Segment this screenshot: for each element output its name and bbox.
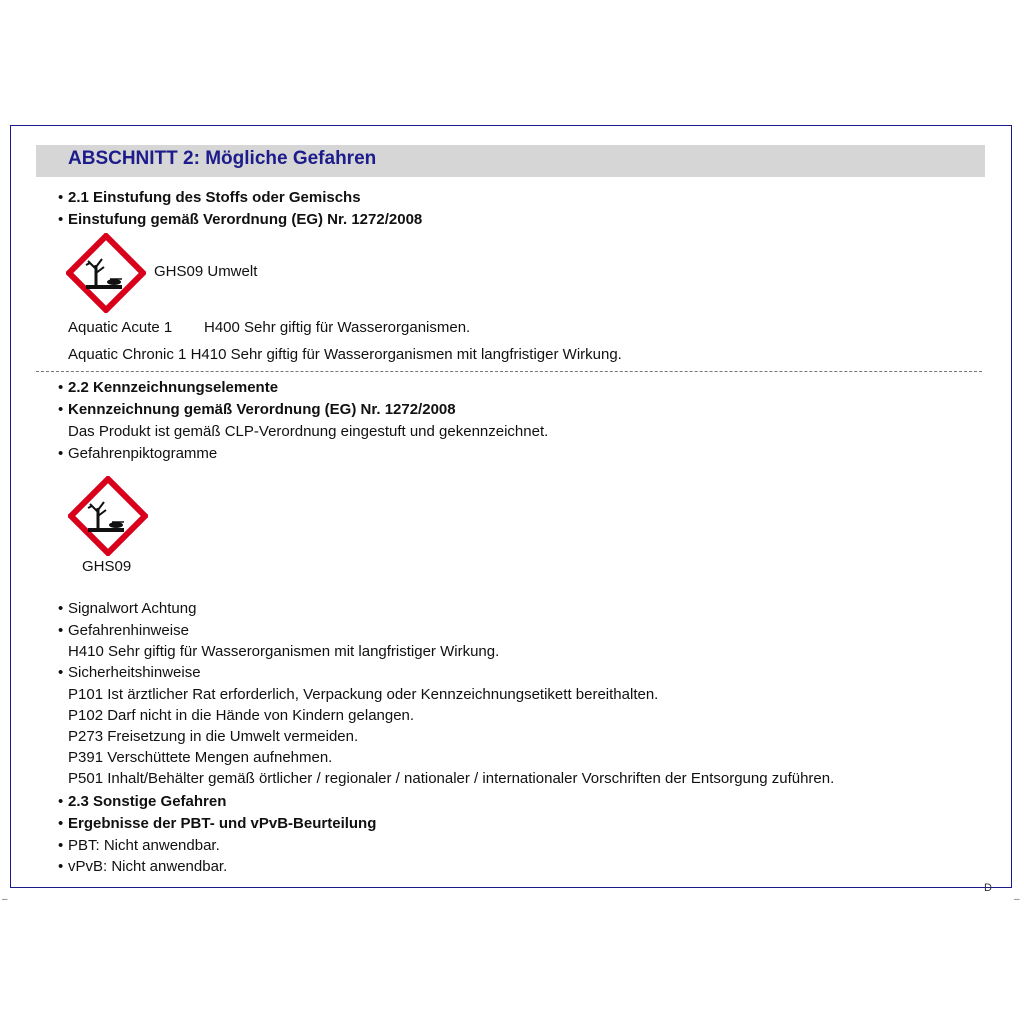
section-divider (36, 371, 982, 372)
margin-mark: – (1014, 894, 1020, 905)
classification-class-2: Aquatic Chronic 1 H410 Sehr giftig für Wasserorganismen mit langfristiger Wirkung. (68, 346, 622, 363)
bullet: • (58, 445, 64, 462)
classification-class-1-text: H400 Sehr giftig für Wasserorganismen. (204, 319, 471, 336)
ghs09-environment-icon (68, 476, 148, 556)
bullet: • (58, 793, 64, 810)
bullet: • (58, 600, 64, 617)
margin-mark: – (2, 894, 8, 905)
pbt-assessment-heading: Ergebnisse der PBT- und vPvB-Beurteilung (68, 815, 377, 832)
signal-word: Signalwort Achtung (68, 600, 197, 617)
clp-statement: Das Produkt ist gemäß CLP-Verordnung eingestuft und gekennzeichnet. (68, 423, 549, 440)
bullet: • (58, 401, 64, 418)
pictogram-caption-ghs09: GHS09 (82, 558, 132, 575)
heading-2-2: 2.2 Kennzeichnungselemente (68, 379, 279, 396)
classification-regulation: Einstufung gemäß Verordnung (EG) Nr. 1272/2008 (68, 211, 423, 228)
footer-language-code: D (984, 882, 992, 894)
classification-class-1-name: Aquatic Acute 1 (68, 319, 173, 336)
hazard-statement: H410 Sehr giftig für Wasserorganismen mit langfristiger Wirkung. (68, 643, 500, 660)
pictograms-label: Gefahrenpiktogramme (68, 445, 218, 462)
precautionary-statement: P501 Inhalt/Behälter gemäß örtlicher / regionaler / nationaler / internationaler Vorschriften der Entsorgung zuführen. (68, 770, 835, 787)
bullet: • (58, 858, 64, 875)
bullet: • (58, 189, 64, 206)
pbt-result: PBT: Nicht anwendbar. (68, 837, 220, 854)
bullet: • (58, 815, 64, 832)
vpvb-result: vPvB: Nicht anwendbar. (68, 858, 228, 875)
pictogram-label-ghs09-umwelt: GHS09 Umwelt (154, 263, 258, 280)
bullet: • (58, 837, 64, 854)
precautionary-statement: P101 Ist ärztlicher Rat erforderlich, Verpackung oder Kennzeichnungsetikett bereithalten. (68, 686, 659, 703)
bullet: • (58, 211, 64, 228)
precautionary-statement: P391 Verschüttete Mengen aufnehmen. (68, 749, 333, 766)
precautionary-statement: P102 Darf nicht in die Hände von Kindern gelangen. (68, 707, 415, 724)
precautionary-statements-label: Sicherheitshinweise (68, 664, 201, 681)
labelling-regulation: Kennzeichnung gemäß Verordnung (EG) Nr. 1272/2008 (68, 401, 456, 418)
heading-2-3: 2.3 Sonstige Gefahren (68, 793, 227, 810)
hazard-statements-label: Gefahrenhinweise (68, 622, 189, 639)
ghs09-environment-icon (66, 233, 146, 313)
bullet: • (58, 379, 64, 396)
bullet: • (58, 622, 64, 639)
section-title: ABSCHNITT 2: Mögliche Gefahren (68, 148, 377, 169)
heading-2-1: 2.1 Einstufung des Stoffs oder Gemischs (68, 189, 361, 206)
precautionary-statement: P273 Freisetzung in die Umwelt vermeiden. (68, 728, 359, 745)
bullet: • (58, 664, 64, 681)
